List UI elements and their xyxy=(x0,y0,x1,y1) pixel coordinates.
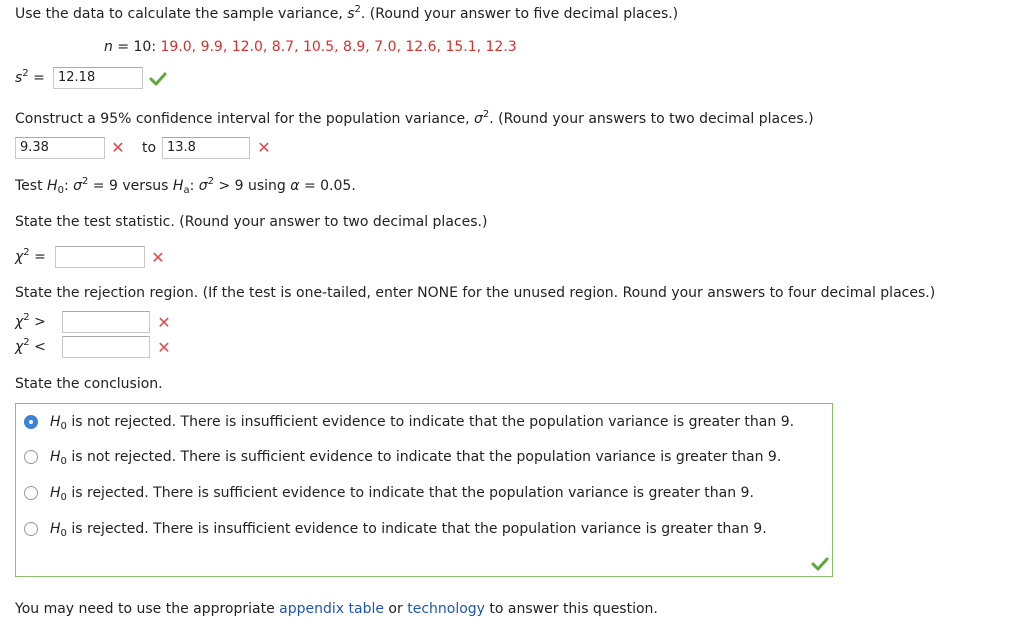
ci-lower-input[interactable]: 9.38 xyxy=(15,137,105,159)
s2-label: $s^2$ = xyxy=(15,68,45,86)
chi2-label: $\chi^2$ = xyxy=(15,247,46,265)
check-icon xyxy=(811,557,829,571)
chi2-lt-label: $\chi^2$ < xyxy=(15,337,46,355)
radio-button[interactable] xyxy=(24,415,38,429)
q3-prompt: State the test statistic. (Round your answer to two decimal places.) xyxy=(15,214,488,230)
test-statistic-input[interactable] xyxy=(55,246,145,268)
q2-prompt: Construct a 95% confidence interval for the population variance, $\sigma^2$. (Round your answers to two decimal places.) xyxy=(15,109,814,127)
appendix-table-link[interactable]: appendix table xyxy=(279,601,384,617)
x-icon: ✕ xyxy=(151,248,165,267)
x-icon: ✕ xyxy=(157,313,171,332)
check-icon xyxy=(149,72,167,86)
chi2-gt-label: $\chi^2$ > xyxy=(15,312,46,330)
rejection-upper-input[interactable] xyxy=(62,311,150,333)
radio-button[interactable] xyxy=(24,450,38,464)
hypothesis-text: Test $H_0$: $\sigma^2 = 9$ versus $H_a$: $\sigma^2 > 9$ using α = 0.05. xyxy=(15,176,356,196)
data-line: n = 10: 19.0, 9.9, 12.0, 8.7, 10.5, 8.9, 7.0, 12.6, 15.1, 12.3 xyxy=(104,39,517,55)
ci-upper-input[interactable]: 13.8 xyxy=(162,137,250,159)
to-label: to xyxy=(142,140,157,156)
q1-prompt: Use the data to calculate the sample variance, $s^2$. (Round your answer to five decimal places.) xyxy=(15,4,679,22)
data-values: 19.0, 9.9, 12.0, 8.7, 10.5, 8.9, 7.0, 12.6, 15.1, 12.3 xyxy=(160,39,517,55)
footer-note: You may need to use the appropriate appendix table or technology to answer this question. xyxy=(15,601,658,617)
rejection-lower-input[interactable] xyxy=(62,336,150,358)
x-icon: ✕ xyxy=(111,138,125,157)
q4-prompt: State the rejection region. (If the test is one-tailed, enter NONE for the unused region. Round your answers to four decimal places.) xyxy=(15,285,936,301)
technology-link[interactable]: technology xyxy=(407,601,485,617)
radio-button[interactable] xyxy=(24,486,38,500)
x-icon: ✕ xyxy=(157,338,171,357)
radio-button[interactable] xyxy=(24,522,38,536)
x-icon: ✕ xyxy=(257,138,271,157)
conclusion-options: $H_0$ is not rejected. There is insufficient evidence to indicate that the population variance is greater than 9. $H_0$ is not rejected. There is sufficient evidence to indicate that the population variance is greater than 9. $H_0$ is rejected. There is sufficient evidence to indicate that the population variance is greater than 9. $H_0$ is rejected. There is insufficient evidence to indicate that the population variance is greater than 9. xyxy=(15,403,833,577)
q5-prompt: State the conclusion. xyxy=(15,376,163,392)
s2-input[interactable]: 12.18 xyxy=(53,67,143,89)
